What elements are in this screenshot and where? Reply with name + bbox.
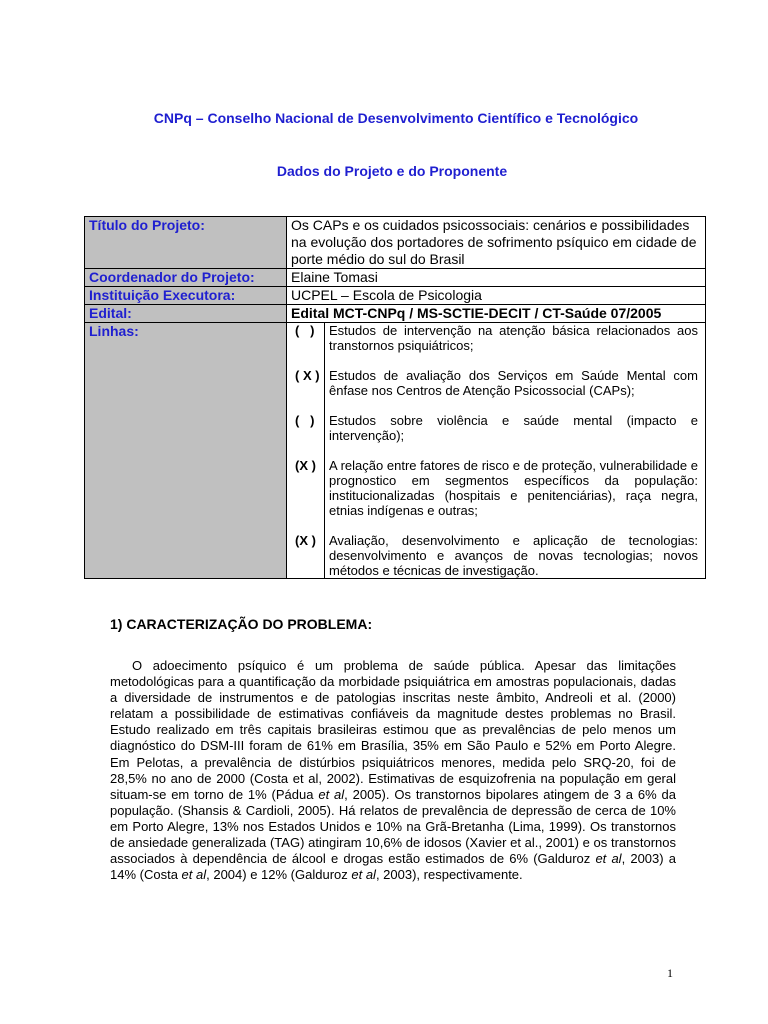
line-text: Estudos de intervenção na atenção básica relacionados aos transtornos psiquiátricos;	[329, 323, 698, 353]
line-spacer	[291, 398, 702, 413]
coordinator-label: Coordenador do Projeto:	[85, 269, 287, 287]
line-text: Estudos de avaliação dos Serviços em Saúde Mental com ênfase nos Centros de Atenção Psicossocial (CAPs);	[329, 368, 698, 398]
edital-row	[85, 305, 706, 323]
project-data-table	[84, 216, 706, 579]
para-text: , 2003), respectivamente.	[375, 867, 523, 883]
para-text: O adoecimento psíquico é um problema de saúde pública. Apesar das limitações metodológicas para a quantificação da morbidade psiquiátrica em amostras populacionais, dadas a diversidade de instrumentos e de patologias inscritas neste âmbito, Andreoli et al. (2000) relatam a possibilidade de estimativas confiáveis da magnitude destes problemas no Brasil. Estudo realizado em três capitais brasileiras estimou que as prevalências de pelo menos um diagnóstico do DSM-III foram de 61% em Brasília, 35% em São Paulo e 52% em Porto Alegre. Em Pelotas, a prevalência de distúrbios psiquiátricos menores, medida pelo SRQ-20, foi de 28,5% no ano de 2000 (Costa et al, 2002). Estimativas de esquizofrenia na população em geral situam-se em torno de 1% (Pádua	[110, 658, 676, 802]
lines-label: Linhas:	[85, 323, 287, 579]
line-spacer	[291, 443, 702, 458]
line-item	[291, 368, 702, 398]
form-subtitle: Dados do Projeto e do Proponente	[276, 163, 508, 179]
body-paragraph	[110, 658, 676, 883]
coordinator-row	[85, 269, 706, 287]
edital-value: Edital MCT-CNPq / MS-SCTIE-DECIT / CT-Saúde 07/2005	[287, 305, 706, 323]
lines-row	[85, 323, 706, 579]
lines-list	[287, 323, 706, 579]
line-checkbox: ( )	[291, 323, 325, 353]
line-checkbox: ( X )	[291, 368, 325, 398]
title-row	[85, 217, 706, 269]
title-value: Os CAPs e os cuidados psicossociais: cenários e possibilidades na evolução dos portadores de sofrimento psíquico em cidade de porte médio do sul do Brasil	[287, 217, 706, 269]
institution-label: Instituição Executora:	[85, 287, 287, 305]
line-item	[291, 533, 702, 578]
para-text: , 2005). Os transtornos bipolares atingem de 3 a 6% da população. (Shansis & Cardioli, 2005). Há relatos de prevalência de depressão de cerca de 10% em Porto Alegre, 13% nos Estados Unidos e 10% na Grã-Bretanha (Lima, 1999). Os transtornos de ansiedade generalizada (TAG) atingiram 10,6% de idosos (Xavier et al., 2001) e os transtornos associados à dependência de álcool e drogas estão estimados de 6% (Galduroz	[110, 786, 676, 867]
page-number: 1	[667, 966, 673, 980]
institution-value: UCPEL – Escola de Psicologia	[287, 287, 706, 305]
institution-row	[85, 287, 706, 305]
para-text: , 2004) e 12% (Galduroz	[206, 867, 352, 883]
line-item	[291, 323, 702, 353]
para-italic: et al	[318, 786, 345, 802]
line-item	[291, 458, 702, 518]
para-italic: et al	[595, 851, 622, 867]
line-text: A relação entre fatores de risco e de proteção, vulnerabilidade e prognostico em segmentos específicos da população: institucionalizadas (hospitais e penitenciárias), raça negra, etnias indígenas e outras;	[329, 458, 698, 518]
edital-label: Edital:	[85, 305, 287, 323]
para-text: , 2003) a 14% (Costa	[110, 851, 676, 883]
line-checkbox: (X )	[291, 458, 325, 518]
para-italic: et al	[351, 867, 376, 883]
line-text: Avaliação, desenvolvimento e aplicação de tecnologias: desenvolvimento e avanços de novas tecnologias; novos métodos e técnicas de investigação.	[329, 533, 698, 578]
line-item	[291, 413, 702, 443]
line-spacer	[291, 353, 702, 368]
line-checkbox: ( )	[291, 413, 325, 443]
para-italic: et al	[181, 867, 207, 883]
org-title: CNPq – Conselho Nacional de Desenvolvimento Científico e Tecnológico	[153, 110, 639, 126]
coordinator-value: Elaine Tomasi	[287, 269, 706, 287]
line-spacer	[291, 518, 702, 533]
line-text: Estudos sobre violência e saúde mental (impacto e intervenção);	[329, 413, 698, 443]
title-label: Título do Projeto:	[85, 217, 287, 269]
line-checkbox: (X )	[291, 533, 325, 578]
section-title: 1) CARACTERIZAÇÃO DO PROBLEMA:	[110, 616, 373, 632]
